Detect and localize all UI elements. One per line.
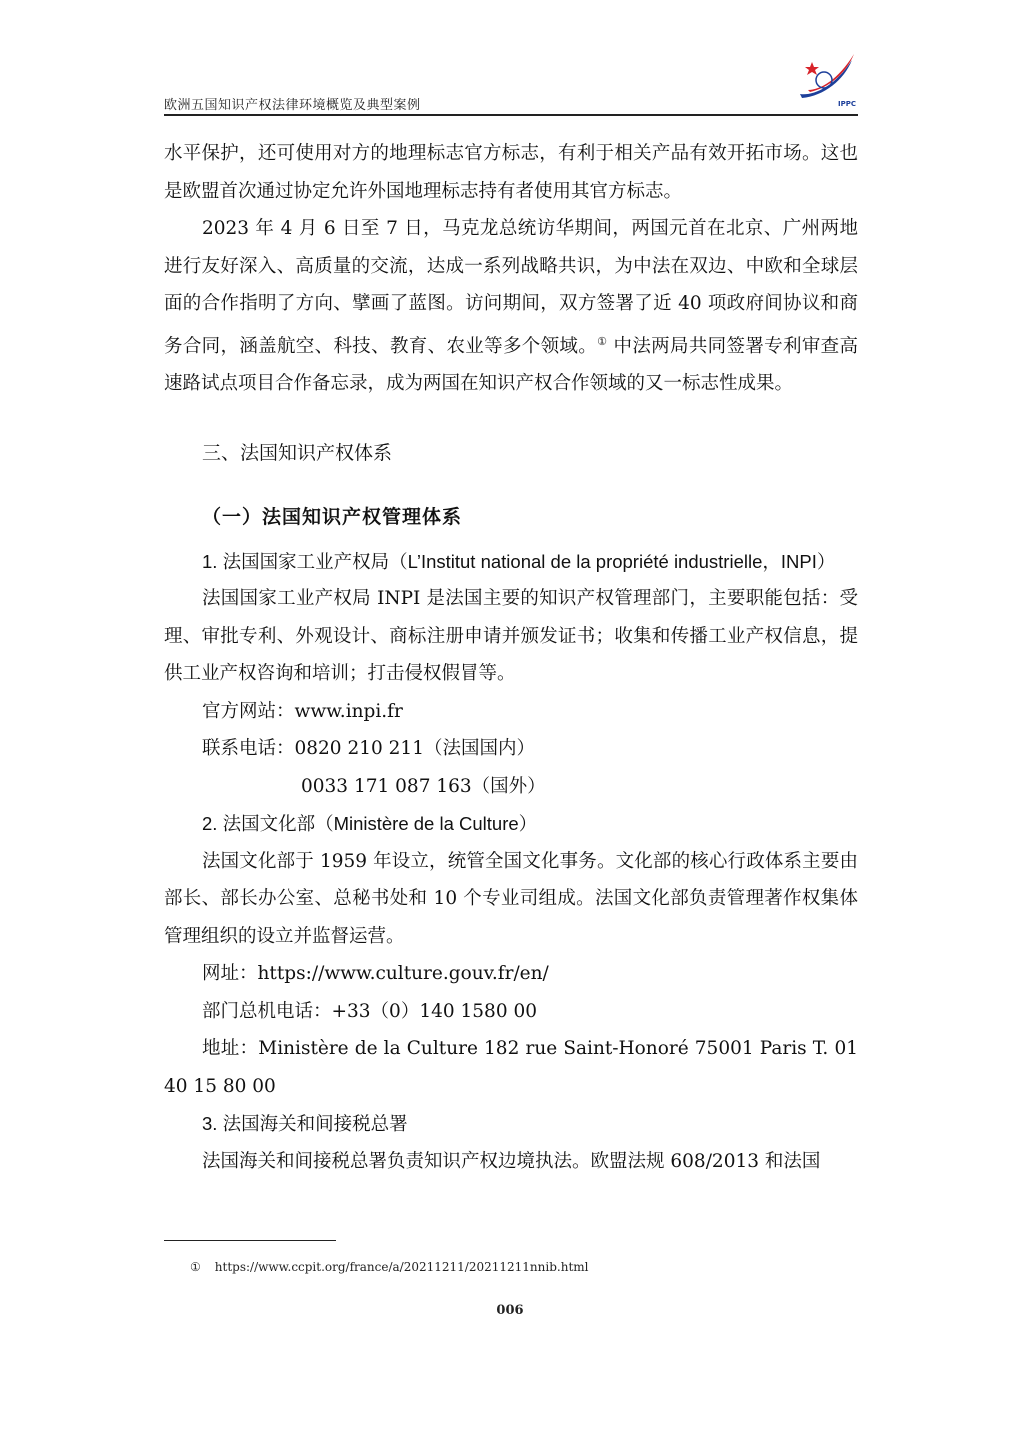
address-line: 地址：Ministère de la Culture 182 rue Saint-Honoré 75001 Paris T. 01 40 15 80 00	[164, 1038, 858, 1097]
paragraph-text: 中法两局共同签署专利审查高速路试点项目合作备忘录，成为两国在知识产权合作领域的又一标志性成果。	[164, 335, 858, 395]
subsection-heading: （一）法国知识产权管理体系	[202, 505, 463, 528]
phone-line-intl: 0033 171 087 163（国外）	[301, 775, 546, 797]
header-divider	[164, 114, 858, 116]
paragraph: 法国国家工业产权局 INPI 是法国主要的知识产权管理部门，主要职能包括：受理、审批专利、外观设计、商标注册申请并颁发证书；收集和传播工业产权信息，提供工业产权咨询和培训；打击侵权假冒等。	[164, 588, 858, 685]
footnote-divider	[164, 1240, 336, 1241]
logo-label: IPPC	[837, 100, 856, 108]
page-body	[164, 135, 858, 1180]
paragraph: 法国文化部于 1959 年设立，统管全国文化事务。文化部的核心行政体系主要由部长、部长办公室、总秘书处和 10 个专业司组成。法国文化部负责管理著作权集体管理组织的设立并监督运营。	[164, 850, 858, 947]
footnote-mark: ①	[190, 1260, 201, 1274]
section-heading: 三、法国知识产权体系	[202, 441, 393, 464]
item-heading-culture: 2. 法国文化部（Ministère de la Culture）	[202, 813, 538, 835]
page-header	[164, 50, 858, 116]
website-line: 官方网站：www.inpi.fr	[202, 700, 403, 722]
running-title: 欧洲五国知识产权法律环境概览及典型案例	[164, 98, 421, 113]
item-heading-inpi: 1. 法国国家工业产权局（L’Institut national de la propriété industrielle，INPI）	[202, 550, 836, 572]
item-heading-customs: 3. 法国海关和间接税总署	[202, 1113, 408, 1135]
phone-line: 部门总机电话：+33（0）140 1580 00	[202, 1000, 538, 1022]
footnote	[190, 1260, 588, 1274]
paragraph	[164, 210, 858, 403]
website-line: 网址：https://www.culture.gouv.fr/en/	[202, 963, 549, 985]
page-number: 006	[496, 1303, 524, 1318]
footnote-link[interactable]: https://www.ccpit.org/france/a/20211211/20211211nnib.html	[214, 1260, 589, 1274]
footnote-reference[interactable]: ①	[597, 334, 608, 348]
paragraph: 水平保护，还可使用对方的地理标志官方标志，有利于相关产品有效开拓市场。这也是欧盟首次通过协定允许外国地理标志持有者使用其官方标志。	[164, 143, 858, 202]
paragraph: 法国海关和间接税总署负责知识产权边境执法。欧盟法规 608/2013 和法国	[202, 1150, 821, 1172]
phone-line: 联系电话：0820 210 211（法国国内）	[202, 738, 535, 760]
paragraph-text: 2023 年 4 月 6 日至 7 日，马克龙总统访华期间，两国元首在北京、广州两地进行友好深入、高质量的交流，达成一系列战略共识，为中法在双边、中欧和全球层面的合作指明了方向、擘画了蓝图。访问期间，双方签署了近 40 项政府间协议和商务合同，涵盖航空、科技、教育、农业等多个领域。	[164, 218, 858, 357]
